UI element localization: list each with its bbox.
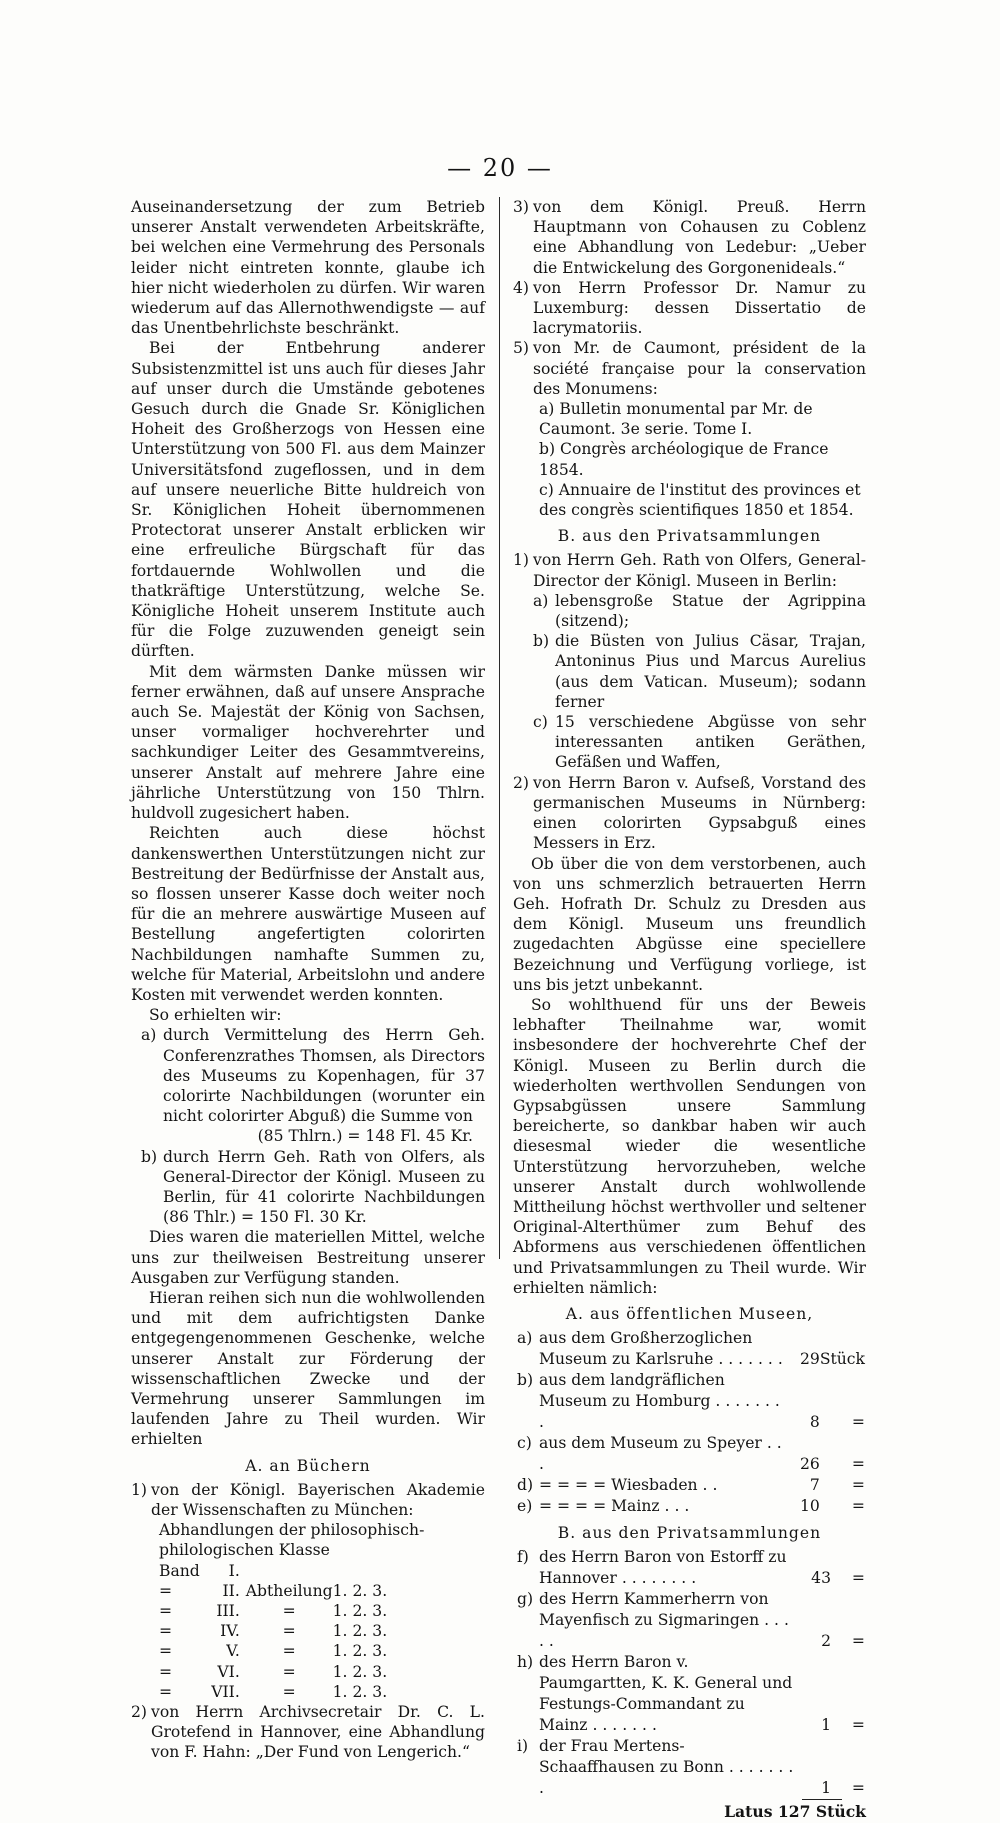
row-count: 10 [799,1497,820,1516]
volume-row [159,1682,387,1702]
row-unit: = [851,1569,865,1588]
column-divider [499,197,500,1259]
volume-number: VI. [217,1662,240,1681]
sum-rule [802,1799,842,1800]
paragraph: Reichten auch diese höchst dankenswerthen Unterstützungen nicht zur Bestreitung der Bedürfnisse der Anstalt aus, so flossen unserer Kasse doch weiter noch für die an mehrere auswärtige Museen auf Bestellung angefertigten colorirten Nachbildungen namhafte Summen zu, welche für Material, Arbeitslohn und andere Kosten mit verwendet werden konnten. [131,824,485,1004]
list-item [513,773,866,854]
paragraph: So wohlthuend für uns der Beweis lebhafter Theilnahme war, womit insbesondere der hochverehrte Chef der Königl. Museen zu Berlin durch die wiederholten werthvollen Sendungen von Gypsabgüssen unsere Sammlung bereicherte, so dankbar haben wir auch diesesmal wieder die wesentliche Unterstützung hervorzuheben, welche unserer Anstalt durch wohlwollende Mittheilung höchst werthvoller und seltener Original-Alterthümer zum Behuf des Abformens aus verschiedenen öffentlichen und Privatsammlungen zu Theil wurde. Wir erhielten nämlich: [513,995,866,1297]
volume-row [159,1581,387,1601]
sub-item: c) 15 verschiedene Abgüsse von sehr interessanten antiken Geräthen, Gefäßen und Waffen, [533,713,866,772]
division-numbers [333,1561,388,1581]
division-numbers: 1. 2. 3. [332,1642,388,1661]
item-number: 1) [513,551,530,570]
row-label: d) [517,1476,534,1495]
item-number: 2) [131,1703,148,1722]
row-source: = = = = Wiesbaden . . [539,1476,718,1495]
volume-prefix: Band [159,1561,200,1580]
public-museums-table [517,1328,865,1517]
collection-row [517,1547,865,1589]
item-number: 5) [513,339,530,358]
sub-item: b) Congrès archéologique de France 1854. [539,440,829,479]
volume-number: II. [222,1581,240,1600]
volume-number: VII. [211,1682,240,1701]
row-unit: = [851,1476,865,1495]
collection-row [517,1328,865,1370]
division-label: = [282,1642,296,1661]
paragraph: Dies waren die materiellen Mittel, welche uns zur theilweisen Bestreitung unserer Ausgaben zur Verfügung standen. [131,1228,485,1287]
sum-line: (85 Thlrn.) = 148 Fl. 45 Kr. [257,1127,473,1146]
division-label: = [282,1682,296,1701]
division-label: = [282,1602,296,1621]
row-count: 29 [799,1350,820,1369]
row-count: 2 [821,1632,831,1651]
division-label: = [282,1662,296,1681]
item-text: von dem Königl. Preuß. Herrn Hauptmann von Cohausen zu Coblenz eine Abhandlung von Ledebur: „Ueber die Entwickelung des Gorgonenideals.“ [533,198,866,277]
item-text: von Herrn Baron v. Aufseß, Vorstand des germanischen Museums in Nürnberg: einen colorirten Gypsabguß eines Messers in Erz. [533,773,866,853]
row-unit: = [851,1632,865,1651]
row-label: c) [517,1434,532,1453]
list-item [131,1025,485,1126]
list-item [513,278,866,339]
division-numbers: 1. 2. 3. [332,1682,388,1701]
row-source: aus dem Großherzoglichen Museum zu Karlsruhe . . . . . . . [539,1329,783,1369]
row-source: des Herrn Baron von Estorff zu Hannover . . . . . . . . [539,1548,787,1588]
volume-row [159,1662,387,1682]
division-label: = [282,1622,296,1641]
sub-item: a) lebensgroße Statue der Agrippina (sitzend); [533,591,866,631]
row-source: aus dem landgräflichen Museum zu Homburg . . . . . . . . [539,1371,780,1432]
volume-prefix: = [159,1602,173,1621]
collection-row [517,1652,865,1736]
division-numbers: 1. 2. 3. [332,1602,388,1621]
collection-row [517,1370,865,1433]
item-number: 3) [513,198,530,216]
paragraph: Hieran reihen sich nun die wohlwollenden und mit dem aufrichtigsten Danke entgegengenommenen Geschenke, welche unserer Anstalt zur Förderung der wissenschaftlichen Zwecke und der Vermehrung unserer Sammlungen im laufenden Jahre zu Theil wurden. Wir erhielten [131,1288,485,1449]
division-numbers: 1. 2. 3. [332,1581,388,1600]
division-label: Abtheilung [245,1581,333,1600]
division-label [246,1561,333,1581]
volume-table [159,1561,387,1702]
right-column [513,197,866,1823]
row-count: 1 [821,1779,831,1798]
paragraph: Mit dem wärmsten Danke müssen wir ferner erwähnen, daß auf unsere Ansprache auch Se. Majestät der König von Sachsen, unser vormaliger hochverehrter und sachkundiger Leiter des Gesammtvereins, unserer Anstalt auf mehrere Jahre eine jährliche Unterstützung von 150 Thlrn. huldvoll zugesichert haben. [131,662,485,823]
sub-item: a) Bulletin monumental par Mr. de Caumont. 3e serie. Tome I. [539,400,813,439]
volume-row [159,1621,387,1641]
row-unit: Stück [819,1350,865,1369]
section-heading: B. aus den Privatsammlungen [557,527,822,546]
collection-row [517,1589,865,1652]
volume-prefix: = [159,1622,173,1641]
latus-total: Latus 127 Stück [724,1802,866,1822]
item-text: durch Herrn Geh. Rath von Olfers, als General-Director der Königl. Museen zu Berlin, für 41 colorirte Nachbildungen (86 Thlr.) = 150 Fl. 30 Kr. [163,1147,485,1227]
list-item [131,1702,485,1763]
row-count: 26 [799,1455,820,1474]
item-text: durch Vermittelung des Herrn Geh. Conferenzrathes Thomsen, als Directors des Museums zu Kopenhagen, für 37 colorirte Nachbildungen (worunter ein nicht colorirter Abguß) die Summe von [163,1026,485,1126]
volume-prefix: = [159,1662,173,1681]
row-unit: = [851,1779,865,1798]
row-unit: = [851,1413,865,1432]
list-item [513,338,866,399]
paragraph: Ob über die von dem verstorbenen, auch von uns schmerzlich betrauerten Herrn Geh. Hofrath Dr. Schulz zu Dresden aus dem Königl. Museum uns freundlich zugedachten Abgüsse eine speciellere Bezeichnung und Verfügung vorliege, ist uns bis jetzt unbekannt. [513,854,866,994]
row-source: des Herrn Baron v. Paumgartten, K. K. General und Festungs-Commandant zu Mainz . . . . . . . [539,1653,793,1735]
sub-item: b) die Büsten von Julius Cäsar, Trajan, Antoninus Pius und Marcus Aurelius (aus dem Vatican. Museum); sodann ferner [533,632,866,711]
volume-prefix: = [159,1642,173,1661]
row-label: i) [517,1737,529,1756]
item-text: von Herrn Geh. Rath von Olfers, General-Director der Königl. Museen in Berlin: [533,551,866,590]
row-source: aus dem Museum zu Speyer . . . [539,1434,782,1474]
row-label: g) [517,1590,534,1609]
row-count: 8 [809,1413,820,1432]
row-label: e) [517,1497,533,1516]
list-item [513,550,866,590]
row-label: a) [517,1329,533,1348]
item-text: von Herrn Archivsecretair Dr. C. L. Grotefend in Hannover, eine Abhandlung von F. Hahn: „Der Fund von Lengerich.“ [151,1703,485,1762]
row-source: der Frau Mertens-Schaaffhausen zu Bonn . . . . . . . . [539,1737,794,1798]
private-collections-table [517,1547,865,1799]
item-text: von Mr. de Caumont, président de la société française pour la conservation des Monumens: [533,339,866,398]
row-label: b) [517,1371,534,1390]
item-number: 4) [513,278,530,297]
item-subtext: Abhandlungen der philosophisch-philologischen Klasse [159,1521,425,1560]
collection-row [517,1496,865,1517]
row-count: 43 [811,1569,831,1588]
division-numbers: 1. 2. 3. [332,1662,388,1681]
row-label: h) [517,1653,534,1672]
row-source: des Herrn Kammerherrn von Mayenfisch zu Sigmaringen . . . . . [539,1590,789,1651]
section-heading: B. aus den Privatsammlungen [557,1524,822,1543]
sub-item: c) Annuaire de l'institut des provinces et des congrès scientifiques 1850 et 1854. [539,480,861,520]
row-source: = = = = Mainz . . . [539,1497,690,1516]
item-text: von Herrn Professor Dr. Namur zu Luxemburg: dessen Dissertatio de lacrymatoriis. [533,278,866,338]
item-number: 2) [513,773,530,792]
row-count: 7 [809,1476,820,1495]
section-heading: A. an Büchern [245,1456,371,1475]
collection-row [517,1736,865,1799]
paragraph: Auseinandersetzung der zum Betrieb unserer Anstalt verwendeten Arbeitskräfte, bei welchen eine Vermehrung des Personals leider nicht eintreten konnte, glaube ich hier nicht wiederholen zu dürfen. Wir waren wiederum auf das Allernothwendigste — auf das Unentbehrlichste beschränkt. [131,198,485,338]
collection-row [517,1475,865,1496]
volume-row [159,1601,387,1621]
collection-row [517,1433,865,1475]
row-count: 1 [821,1716,831,1735]
section-heading: A. aus öffentlichen Museen, [565,1304,814,1323]
volume-number: III. [216,1602,240,1621]
volume-number: IV. [220,1622,240,1641]
volume-number: V. [226,1642,240,1661]
item-label: a) [141,1026,157,1045]
division-numbers: 1. 2. 3. [332,1622,388,1641]
item-text: von der Königl. Bayerischen Akademie der Wissenschaften zu München: [151,1480,485,1519]
volume-prefix: = [159,1581,173,1600]
row-unit: = [851,1455,865,1474]
paragraph: So erhielten wir: [149,1006,282,1025]
list-item [513,197,866,278]
list-item [131,1480,485,1520]
volume-prefix: = [159,1682,173,1701]
paragraph: Bei der Entbehrung anderer Subsistenzmittel ist uns auch für dieses Jahr auf unser durch die Umstände gebotenes Gesuch durch die Gnade Sr. Königlichen Hoheit des Großherzogs von Hessen eine Unterstützung von 500 Fl. aus dem Mainzer Universitätsfond zugeflossen, und in dem auf unsere neuerliche Bitte huldreich von Sr. Königlichen Hoheit übernommenen Protectorat unserer Anstalt erblicken wir eine erfreuliche Bürgschaft für das fortdauernde Wohlwollen und die thatkräftige Unterstützung, welche Se. Königliche Hoheit unserem Institute auch für die Folge zuzuwenden geneigt sein dürften. [131,339,485,661]
volume-row [159,1561,387,1581]
row-unit: = [851,1716,865,1735]
volume-row [159,1641,387,1661]
list-item [131,1147,485,1228]
row-label: f) [517,1548,529,1567]
volume-number: I. [228,1561,240,1580]
item-number: 1) [131,1480,148,1499]
page-number: — 20 — [447,154,553,182]
item-label: b) [141,1147,158,1166]
row-unit: = [851,1497,865,1516]
left-column [131,197,485,1763]
